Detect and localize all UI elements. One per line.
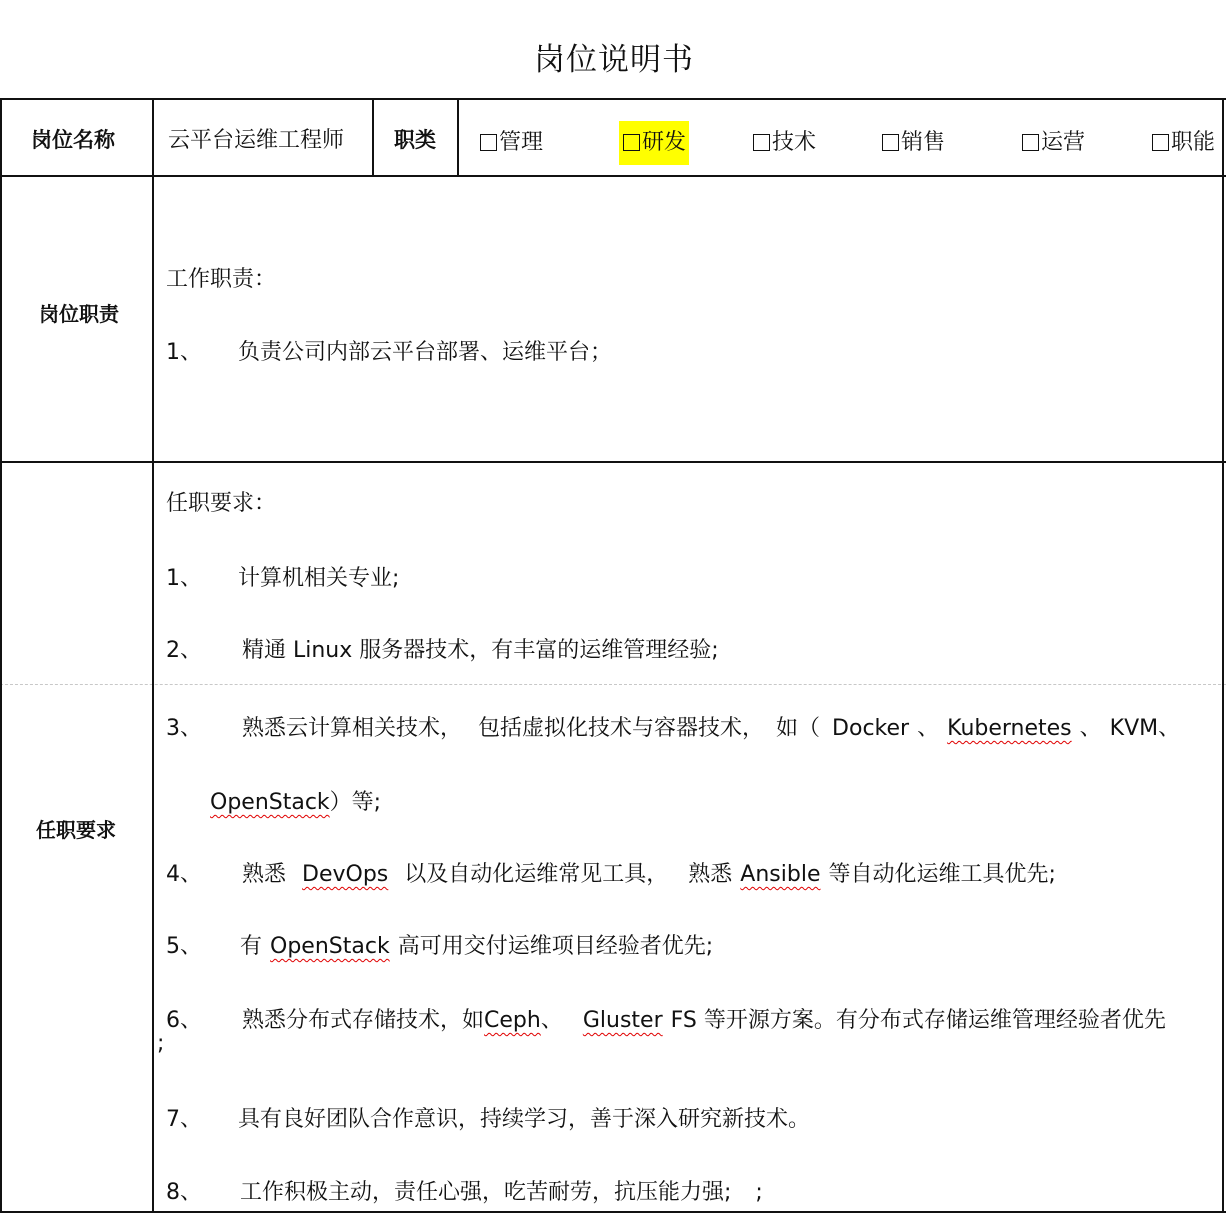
duty-text: 负责公司内部云平台部署、运维平台；: [238, 340, 613, 365]
requirement-text: 以及自动化运维常见工具，: [404, 862, 669, 887]
category-option-tech[interactable]: [753, 125, 816, 156]
requirements-heading: 任职要求：: [166, 491, 277, 516]
requirement-item-6-continuation: ;: [157, 1031, 165, 1056]
requirement-text: 工作积极主动，责任心强，吃苦耐劳，抗压能力强;: [240, 1180, 732, 1205]
requirement-text: 等自动化运维工具优先;: [828, 862, 1056, 887]
position-name-label: 岗位名称: [31, 128, 115, 152]
requirement-text: 、: [917, 716, 940, 741]
table-right-border: [1222, 98, 1224, 1213]
requirement-item-3-continuation: [210, 785, 381, 816]
requirement-text: 熟悉云计算相关技术，: [242, 716, 463, 741]
category-option-label: 管理: [499, 130, 544, 155]
category-option-operations[interactable]: [1022, 125, 1085, 156]
requirement-text: FS 等开源方案。有分布式存储运维管理经验者优先: [670, 1008, 1166, 1033]
table-left-border: [0, 98, 2, 1213]
label-column-divider: [152, 98, 154, 1213]
checkbox-icon[interactable]: [480, 134, 497, 151]
checkbox-icon[interactable]: [1152, 134, 1169, 151]
position-name-value: 云平台运维工程师: [168, 128, 345, 153]
requirement-text: 如（: [776, 716, 821, 741]
requirement-item-3: [166, 711, 1180, 742]
category-option-label: 技术: [772, 130, 817, 155]
category-option-label: 销售: [901, 130, 946, 155]
table-top-border: [0, 98, 1226, 100]
requirement-term: Ansible: [740, 862, 821, 887]
table-bottom-border: [0, 1211, 1226, 1213]
requirement-text: 有: [240, 934, 263, 959]
requirement-term: OpenStack: [270, 934, 390, 959]
list-number: 3、: [166, 716, 202, 741]
list-number: 5、: [166, 934, 202, 959]
requirement-text: KVM、: [1109, 716, 1181, 741]
requirement-text: 高可用交付运维项目经验者优先;: [397, 934, 714, 959]
list-number: 1、: [166, 566, 202, 591]
requirement-text: ）等;: [329, 790, 382, 815]
header-divider-1: [372, 98, 374, 177]
requirement-text: 熟悉: [688, 862, 733, 887]
header-divider-2: [457, 98, 459, 177]
checkbox-icon[interactable]: [1022, 134, 1039, 151]
requirement-item-8: [166, 1175, 763, 1206]
row2-bottom-border: [0, 461, 1226, 463]
requirement-text: 熟悉分布式存储技术，如: [242, 1008, 485, 1033]
requirement-text: 、: [540, 1008, 563, 1033]
category-option-function[interactable]: [1152, 125, 1220, 156]
list-number: 8、: [166, 1180, 202, 1205]
requirement-term: Gluster: [582, 1008, 663, 1033]
requirement-item-1: [166, 561, 399, 592]
checkbox-icon[interactable]: [882, 134, 899, 151]
requirement-text: ;: [755, 1180, 763, 1205]
row1-bottom-border: [0, 175, 1226, 177]
requirement-term: DevOps: [302, 862, 389, 887]
checkbox-icon[interactable]: [753, 134, 770, 151]
duties-heading: 工作职责：: [166, 267, 277, 292]
list-number: 4、: [166, 862, 202, 887]
category-option-management[interactable]: [480, 125, 543, 156]
requirement-term: Ceph: [484, 1008, 541, 1033]
category-option-rnd[interactable]: [619, 125, 689, 156]
duties-label: 岗位职责: [39, 302, 119, 326]
page-break-line: [0, 684, 1226, 685]
requirements-label: 任职要求: [36, 818, 116, 842]
requirement-item-5: [166, 929, 713, 960]
list-number: 6、: [166, 1008, 202, 1033]
requirement-text: 计算机相关专业;: [238, 566, 400, 591]
checkbox-icon[interactable]: [623, 134, 640, 151]
category-option-label: 职能: [1171, 130, 1216, 155]
requirement-text: 精通 Linux 服务器技术，有丰富的运维管理经验;: [242, 638, 719, 663]
requirement-item-2: [166, 633, 719, 664]
requirement-item-6: [166, 1003, 1166, 1034]
requirement-item-7: [166, 1102, 810, 1133]
requirement-term: OpenStack: [210, 790, 330, 815]
highlight-mark: [619, 121, 689, 165]
list-number: 1、: [166, 340, 202, 365]
category-option-label: 运营: [1041, 130, 1086, 155]
category-option-sales[interactable]: [882, 125, 945, 156]
requirement-term: Docker: [832, 716, 910, 741]
duty-item-1: [166, 335, 612, 366]
category-label: 职类: [394, 128, 436, 152]
document-title: 岗位说明书: [534, 42, 694, 78]
requirement-item-4: [166, 857, 1056, 888]
category-option-label: 研发: [642, 130, 687, 155]
requirement-text: 、: [1079, 716, 1102, 741]
requirement-text: 包括虚拟化技术与容器技术，: [478, 716, 765, 741]
requirement-text: 具有良好团队合作意识，持续学习，善于深入研究新技术。: [238, 1107, 811, 1132]
list-number: 2、: [166, 638, 202, 663]
list-number: 7、: [166, 1107, 202, 1132]
requirement-term: Kubernetes: [947, 716, 1072, 741]
requirement-text: 熟悉: [242, 862, 287, 887]
